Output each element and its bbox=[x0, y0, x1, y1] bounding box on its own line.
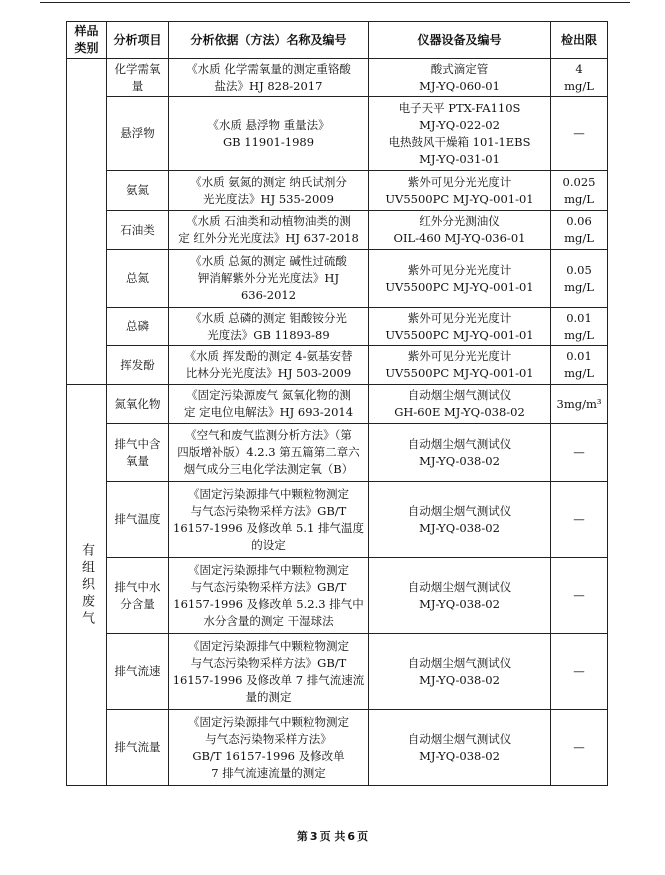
equipment-cell: 红外分光测油仪 OIL-460 MJ-YQ-036-01 bbox=[369, 211, 551, 250]
header-sample-category: 样品类别 bbox=[67, 22, 107, 59]
method-cell: 《固定污染源废气 氮氧化物的测 定 定电位电解法》HJ 693-2014 bbox=[169, 385, 369, 424]
item-cell: 排气流速 bbox=[107, 634, 169, 710]
limit-cell: — bbox=[551, 424, 608, 482]
item-cell: 总氮 bbox=[107, 250, 169, 308]
analysis-methods-table bbox=[66, 21, 608, 786]
equipment-cell: 自动烟尘烟气测试仪 MJ-YQ-038-02 bbox=[369, 482, 551, 558]
table-row bbox=[67, 385, 608, 424]
method-cell: 《水质 氨氮的测定 纳氏试剂分 光光度法》HJ 535-2009 bbox=[169, 171, 369, 211]
item-cell: 化学需氧量 bbox=[107, 59, 169, 97]
method-cell: 《水质 石油类和动植物油类的测 定 红外分光光度法》HJ 637-2018 bbox=[169, 211, 369, 250]
category-organic-gas: 有组织废气 bbox=[67, 385, 107, 786]
method-cell: 《固定污染源排气中颗粒物测定 与气态污染物采样方法》GB/T 16157-1996 及修改单 5.2.3 排气中 水分含量的测定 干湿球法 bbox=[169, 558, 369, 634]
limit-cell: 0.05 mg/L bbox=[551, 250, 608, 308]
item-cell: 排气流量 bbox=[107, 710, 169, 786]
limit-cell: 0.025 mg/L bbox=[551, 171, 608, 211]
method-cell: 《水质 悬浮物 重量法》 GB 11901-1989 bbox=[169, 97, 369, 171]
table-row bbox=[67, 482, 608, 558]
method-cell: 《固定污染源排气中颗粒物测定 与气态污染物采样方法》GB/T 16157-1996 及修改单 7 排气流速流 量的测定 bbox=[169, 634, 369, 710]
table-row bbox=[67, 250, 608, 308]
item-cell: 氮氧化物 bbox=[107, 385, 169, 424]
method-cell: 《水质 化学需氧量的测定重铬酸 盐法》HJ 828-2017 bbox=[169, 59, 369, 97]
limit-cell: — bbox=[551, 482, 608, 558]
page-number-footer: 第 3 页 共 6 页 bbox=[296, 830, 369, 843]
equipment-cell: 酸式滴定管 MJ-YQ-060-01 bbox=[369, 59, 551, 97]
table-row bbox=[67, 558, 608, 634]
table-header-row bbox=[67, 22, 608, 59]
header-equipment: 仪器设备及编号 bbox=[369, 22, 551, 59]
table-row bbox=[67, 308, 608, 346]
item-cell: 氨氮 bbox=[107, 171, 169, 211]
table-row bbox=[67, 634, 608, 710]
limit-cell: 3mg/m³ bbox=[551, 385, 608, 424]
equipment-cell: 紫外可见分光光度计 UV5500PC MJ-YQ-001-01 bbox=[369, 308, 551, 346]
method-cell: 《固定污染源排气中颗粒物测定 与气态污染物采样方法》GB/T 16157-1996 及修改单 5.1 排气温度 的设定 bbox=[169, 482, 369, 558]
method-cell: 《固定污染源排气中颗粒物测定 与气态污染物采样方法》 GB/T 16157-1996 及修改单 7 排气流速流量的测定 bbox=[169, 710, 369, 786]
table-row bbox=[67, 346, 608, 385]
header-method: 分析依据（方法）名称及编号 bbox=[169, 22, 369, 59]
item-cell: 悬浮物 bbox=[107, 97, 169, 171]
table-row bbox=[67, 171, 608, 211]
equipment-cell: 自动烟尘烟气测试仪 MJ-YQ-038-02 bbox=[369, 634, 551, 710]
limit-cell: 0.01 mg/L bbox=[551, 346, 608, 385]
equipment-cell: 自动烟尘烟气测试仪 GH-60E MJ-YQ-038-02 bbox=[369, 385, 551, 424]
equipment-cell: 自动烟尘烟气测试仪 MJ-YQ-038-02 bbox=[369, 424, 551, 482]
table-row bbox=[67, 59, 608, 97]
method-cell: 《水质 总磷的测定 钼酸铵分光 光度法》GB 11893-89 bbox=[169, 308, 369, 346]
item-cell: 排气中水分含量 bbox=[107, 558, 169, 634]
limit-cell: — bbox=[551, 710, 608, 786]
item-cell: 石油类 bbox=[107, 211, 169, 250]
top-rule bbox=[40, 2, 630, 3]
method-cell: 《空气和废气监测分析方法》（第 四版增补版）4.2.3 第五篇第二章六 烟气成分三电化学法测定氧（B） bbox=[169, 424, 369, 482]
equipment-cell: 自动烟尘烟气测试仪 MJ-YQ-038-02 bbox=[369, 558, 551, 634]
limit-cell: 0.01 mg/L bbox=[551, 308, 608, 346]
limit-cell: — bbox=[551, 97, 608, 171]
equipment-cell: 紫外可见分光光度计 UV5500PC MJ-YQ-001-01 bbox=[369, 346, 551, 385]
limit-cell: — bbox=[551, 634, 608, 710]
method-cell: 《水质 挥发酚的测定 4-氨基安替 比林分光光度法》HJ 503-2009 bbox=[169, 346, 369, 385]
limit-cell: 0.06 mg/L bbox=[551, 211, 608, 250]
table-row bbox=[67, 710, 608, 786]
category-water-empty bbox=[67, 59, 107, 385]
table-row bbox=[67, 97, 608, 171]
equipment-cell: 自动烟尘烟气测试仪 MJ-YQ-038-02 bbox=[369, 710, 551, 786]
header-analysis-item: 分析项目 bbox=[107, 22, 169, 59]
item-cell: 排气温度 bbox=[107, 482, 169, 558]
item-cell: 排气中含氧量 bbox=[107, 424, 169, 482]
equipment-cell: 电子天平 PTX-FA110S MJ-YQ-022-02 电热鼓风干燥箱 101-1EBS MJ-YQ-031-01 bbox=[369, 97, 551, 171]
equipment-cell: 紫外可见分光光度计 UV5500PC MJ-YQ-001-01 bbox=[369, 171, 551, 211]
item-cell: 挥发酚 bbox=[107, 346, 169, 385]
item-cell: 总磷 bbox=[107, 308, 169, 346]
limit-cell: 4 mg/L bbox=[551, 59, 608, 97]
header-detection-limit: 检出限 bbox=[551, 22, 608, 59]
limit-cell: — bbox=[551, 558, 608, 634]
table-row bbox=[67, 211, 608, 250]
equipment-cell: 紫外可见分光光度计 UV5500PC MJ-YQ-001-01 bbox=[369, 250, 551, 308]
table-row bbox=[67, 424, 608, 482]
method-cell: 《水质 总氮的测定 碱性过硫酸 钾消解紫外分光光度法》HJ 636-2012 bbox=[169, 250, 369, 308]
